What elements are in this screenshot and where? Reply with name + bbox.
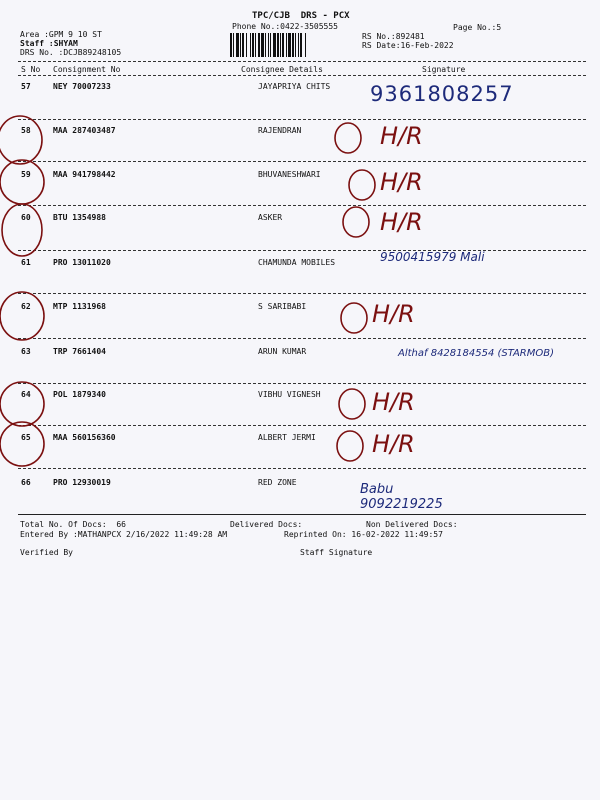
document-title: TPC/CJB DRS - PCX [252,11,350,21]
circle-mark [339,389,365,419]
area-label: Area :GPM 9 10 ST [20,30,102,39]
staff-signature-label: Staff Signature [300,548,373,557]
row-consignment: MTP 1131968 [53,302,106,311]
circle-mark [0,116,42,164]
row-sno: 60 [21,213,31,222]
col-consignment: Consignment No [53,65,121,74]
circle-mark [0,382,44,426]
circle-mark [0,160,44,204]
delivered-docs: Delivered Docs: [230,520,303,529]
rs-number: RS No.:892481 [362,32,425,41]
col-sno: S No [21,65,41,74]
row-consignee: S SARIBABI [258,302,307,311]
handwritten-hr: H/R [380,208,423,236]
row-sno: 63 [21,347,31,356]
row-sno: 59 [21,170,31,179]
handwritten-hr: H/R [372,300,415,328]
non-delivered-docs: Non Delivered Docs: [366,520,458,529]
row-consignment: PRO 13011020 [53,258,111,267]
handwritten-note: Althaf 8428184554 (STARMOB) [398,348,554,359]
handwritten-hr: H/R [380,122,423,150]
row-consignment: MAA 287403487 [53,126,116,135]
circle-mark [349,170,375,200]
circle-mark [343,207,369,237]
row-sno: 62 [21,302,31,311]
circle-mark [337,431,363,461]
handwritten-name-phone: Babu 9092219225 [360,482,443,512]
entered-by: Entered By :MATHANPCX 2/16/2022 11:49:28 AM [20,530,228,539]
circle-mark [0,292,44,340]
row-consignee: ALBERT JERMI [258,433,316,442]
row-consignment: NEY 70007233 [53,82,111,91]
row-consignee: RED ZONE [258,478,297,487]
circle-mark [0,422,44,466]
row-sno: 66 [21,478,31,487]
drs-number: DRS No. :DCJB89248105 [20,48,122,57]
circle-mark [2,204,42,256]
row-consignment: BTU 1354988 [53,213,106,222]
handwritten-phone: 9361808257 [370,82,514,106]
phone-number: Phone No.:0422-3505555 [232,22,338,31]
row-sno: 57 [21,82,31,91]
row-consignee: CHAMUNDA MOBILES [258,258,336,267]
handwritten-hr: H/R [380,168,423,196]
reprinted-on: Reprinted On: 16-02-2022 11:49:57 [284,530,443,539]
handwritten-hr: H/R [372,388,415,416]
row-sno: 58 [21,126,31,135]
row-sno: 64 [21,390,31,399]
row-consignee: RAJENDRAN [258,126,302,135]
page-number: Page No.:5 [453,23,502,32]
row-consignment: TRP 7661404 [53,347,106,356]
col-signature: Signature [422,65,466,74]
verified-by: Verified By [20,548,73,557]
row-consignment: PRO 12930019 [53,478,111,487]
row-consignment: MAA 560156360 [53,433,116,442]
rs-date: RS Date:16-Feb-2022 [362,41,454,50]
circle-mark [335,123,361,153]
row-consignment: POL 1879340 [53,390,106,399]
handwritten-phone: 9500415979 Mali [380,250,485,264]
staff-label: Staff :SHYAM [20,39,78,48]
row-consignment: MAA 941798442 [53,170,116,179]
col-consignee: Consignee Details [241,65,323,74]
row-consignee: ARUN KUMAR [258,347,307,356]
row-consignee: BHUVANESHWARI [258,170,321,179]
row-consignee: JAYAPRIYA CHITS [258,82,331,91]
row-consignee: VIBHU VIGNESH [258,390,321,399]
row-consignee: ASKER [258,213,283,222]
circle-mark [341,303,367,333]
row-sno: 61 [21,258,31,267]
handwritten-hr: H/R [372,430,415,458]
row-sno: 65 [21,433,31,442]
total-docs: Total No. Of Docs: 66 [20,520,126,529]
